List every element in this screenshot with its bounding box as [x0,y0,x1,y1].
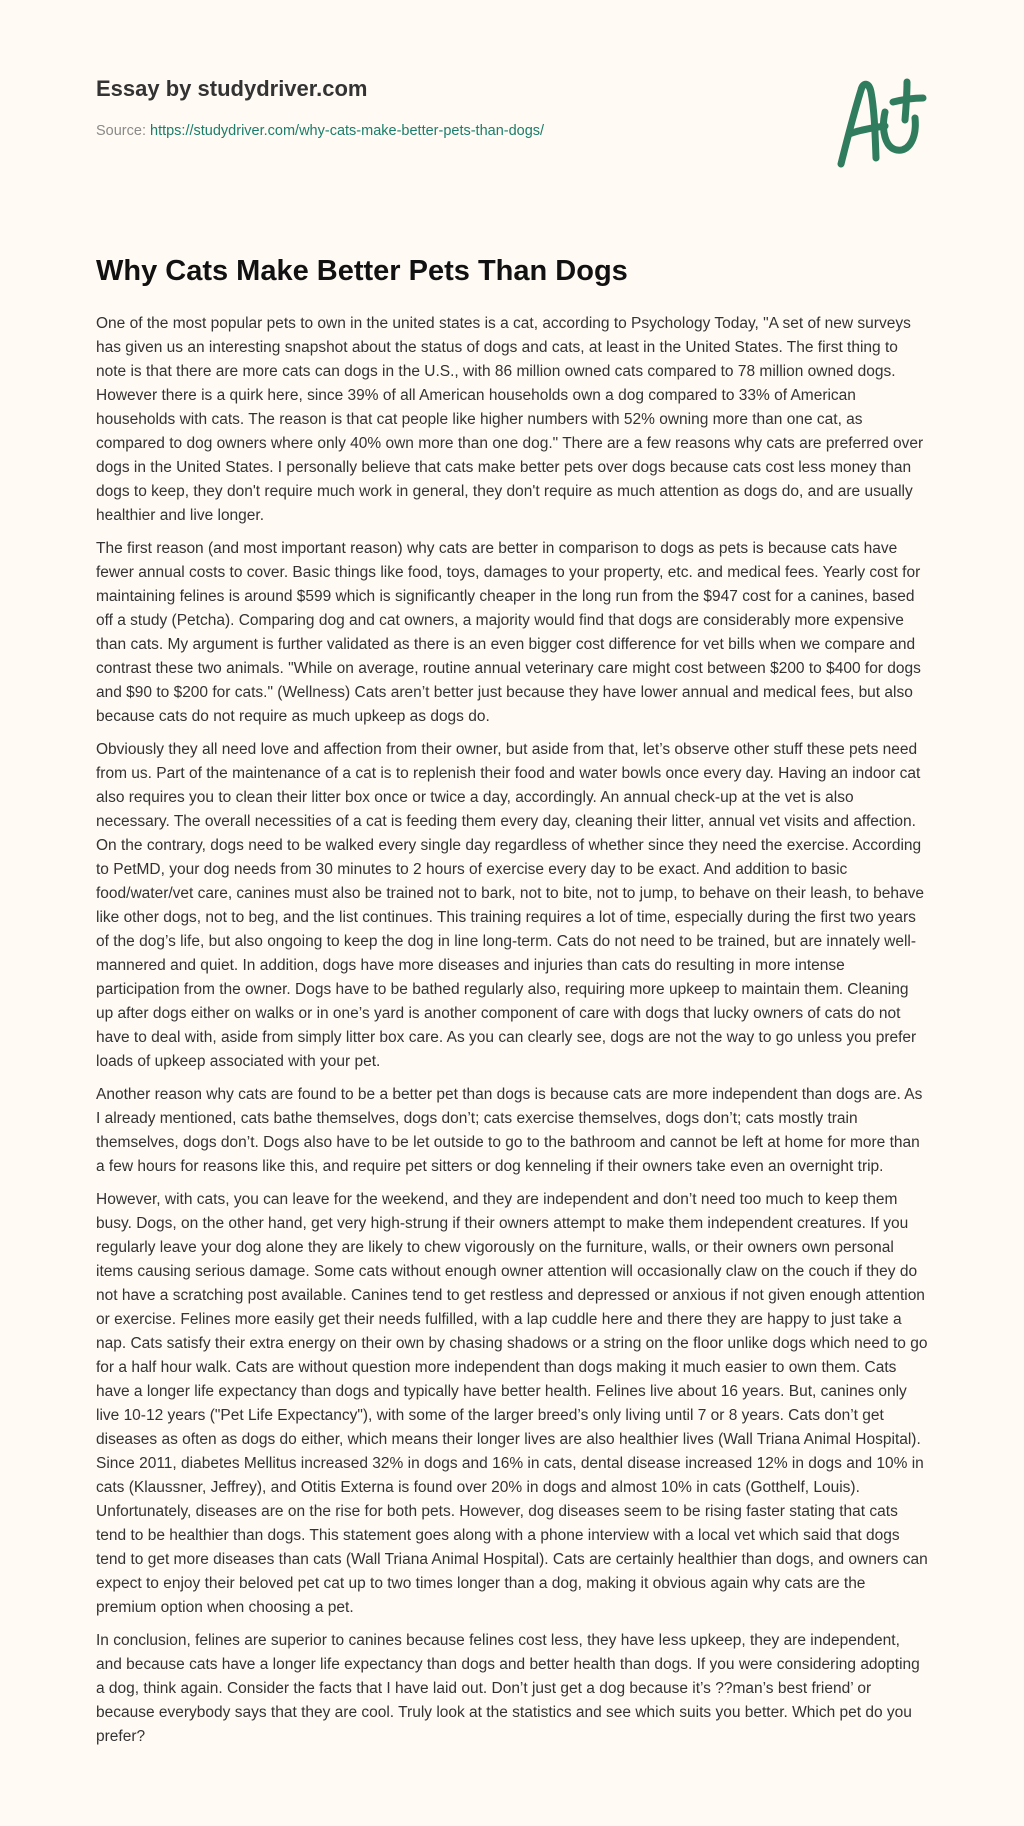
site-title: Essay by studydriver.com [96,76,368,101]
a-plus-logo [823,68,933,168]
essay-title: Why Cats Make Better Pets Than Dogs [96,255,628,287]
essay-paragraph: Obviously they all need love and affection from their owner, but aside from that, let’s observe other stuff these pets need from us. Part of the maintenance of a cat is to replenish their food and water bowls once every day. Having an indoor cat also requires you to clean their litter box once or twice a day, accordingly. An annual check-up at the vet is also necessary. The overall necessities of a cat is feeding them every day, cleaning their litter, annual vet visits and affection. On the contrary, dogs need to be walked every single day regardless of whether since they need the exercise. According to PetMD, your dog needs from 30 minutes to 2 hours of exercise every day to be exact. And addition to basic food/water/vet care, canines must also be trained not to bark, not to bite, not to jump, to behave on their leash, to behave like other dogs, not to beg, and the list continues. This training requires a lot of time, especially during the first two years of the dog’s life, but also ongoing to keep the dog in line long-term. Cats do not need to be trained, but are innately well-mannered and quiet. In addition, dogs have more diseases and injuries than cats do resulting in more intense participation from the owner. Dogs have to be bathed regularly also, requiring more upkeep to maintain them. Cleaning up after dogs either on walks or in one’s yard is another component of care with dogs that lucky owners of cats do not have to deal with, aside from simply litter box care. As you can clearly see, dogs are not the way to go unless you prefer loads of upkeep associated with your pet. [96,741,925,1070]
essay-paragraph: Another reason why cats are found to be a better pet than dogs is because cats are more independent than dogs are. As I already mentioned, cats bathe themselves, dogs don’t; cats exercise themselves, dogs don’t; cats mostly train themselves, dogs don’t. Dogs also have to be let outside to go to the bathroom and cannot be left at home for more than a few hours for reasons like this, and require pet sitters or dog kenneling if their owners take even an overnight trip. [96,1086,923,1175]
essay-paragraph: However, with cats, you can leave for the weekend, and they are independent and don’t need too much to keep them busy. Dogs, on the other hand, get very high-strung if their owners attempt to make them independent creatures. If you regularly leave your dog alone they are likely to chew vigorously on the furniture, walls, or their owners own personal items causing serious damage. Some cats without enough owner attention will occasionally claw on the couch if they do not have a scratching post available. Canines tend to get restless and depressed or anxious if not given enough attention or exercise. Felines more easily get their needs fulfilled, with a lap cuddle here and there they are happy to just take a nap. Cats satisfy their extra energy on their own by chasing shadows or a string on the floor unlike dogs which need to go for a half hour walk. Cats are without question more independent than dogs making it much easier to own them. Cats have a longer life expectancy than dogs and typically have better health. Felines live about 16 years. But, canines only live 10-12 years ("Pet Life Expectancy"), with some of the larger breed’s only living until 7 or 8 years. Cats don’t get diseases as often as dogs do either, which means their longer lives are also healthier lives (Wall Triana Animal Hospital). Since 2011, diabetes Mellitus increased 32% in dogs and 16% in cats, dental disease increased 12% in dogs and 10% in cats (Klaussner, Jeffrey), and Otitis Externa is found over 20% in dogs and almost 10% in cats (Gotthelf, Louis). Unfortunately, diseases are on the rise for both pets. However, dog diseases seem to be rising faster stating that cats tend to be healthier than dogs. This statement goes along with a phone interview with a local vet which said that dogs tend to get more diseases than cats (Wall Triana Animal Hospital). Cats are certainly healthier than dogs, and owners can expect to enjoy their beloved pet cat up to two times longer than a dog, making it obvious again why cats are the premium option when choosing a pet. [96,1191,928,1616]
source-label: Source: [96,123,150,139]
source-link[interactable]: https://studydriver.com/why-cats-make-better-pets-than-dogs/ [150,123,545,139]
essay-paragraph: In conclusion, felines are superior to canines because felines cost less, they have less upkeep, they are independent, and because cats have a longer life expectancy than dogs and better health than dogs. If you were considering adopting a dog, think again. Consider the facts that I have laid out. Don’t just get a dog because it’s ??man’s best friend’ or because everybody says that they are cool. Truly look at the statistics and see which suits you better. Which pet do you prefer? [96,1632,920,1745]
essay-page [96,0,928,1745]
essay-paragraph: One of the most popular pets to own in the united states is a cat, according to Psychology Today, "A set of new surveys has given us an interesting snapshot about the status of dogs and cats, at least in the United States. The first thing to note is that there are more cats can dogs in the U.S., with 86 million owned cats compared to 78 million owned dogs. However there is a quirk here, since 39% of all American households own a dog compared to 33% of American households with cats. The reason is that cat people like higher numbers with 52% owning more than one cat, as compared to dog owners where only 40% own more than one dog." There are a few reasons why cats are preferred over dogs in the United States. I personally believe that cats make better pets over dogs because cats cost less money than dogs to keep, they don't require much work in general, they don't require as much attention as dogs do, and are usually healthier and live longer. [96,315,924,524]
essay-body [96,312,928,1758]
source-line [96,123,544,139]
essay-paragraph: The first reason (and most important reason) why cats are better in comparison to dogs as pets is because cats have fewer annual costs to cover. Basic things like food, toys, damages to your property, etc. and medical fees. Yearly cost for maintaining felines is around $599 which is significantly cheaper in the long run from the $947 cost for a canines, based off a study (Petcha). Comparing dog and cat owners, a majority would find that dogs are considerably more expensive than cats. My argument is further validated as there is an even bigger cost difference for vet bills when we compare and contrast these two animals. "While on average, routine annual veterinary care might cost between $200 to $400 for dogs and $90 to $200 for cats." (Wellness) Cats aren’t better just because they have lower annual and medical fees, but also because cats do not require as much upkeep as dogs do. [96,540,921,725]
page-header [96,0,928,230]
